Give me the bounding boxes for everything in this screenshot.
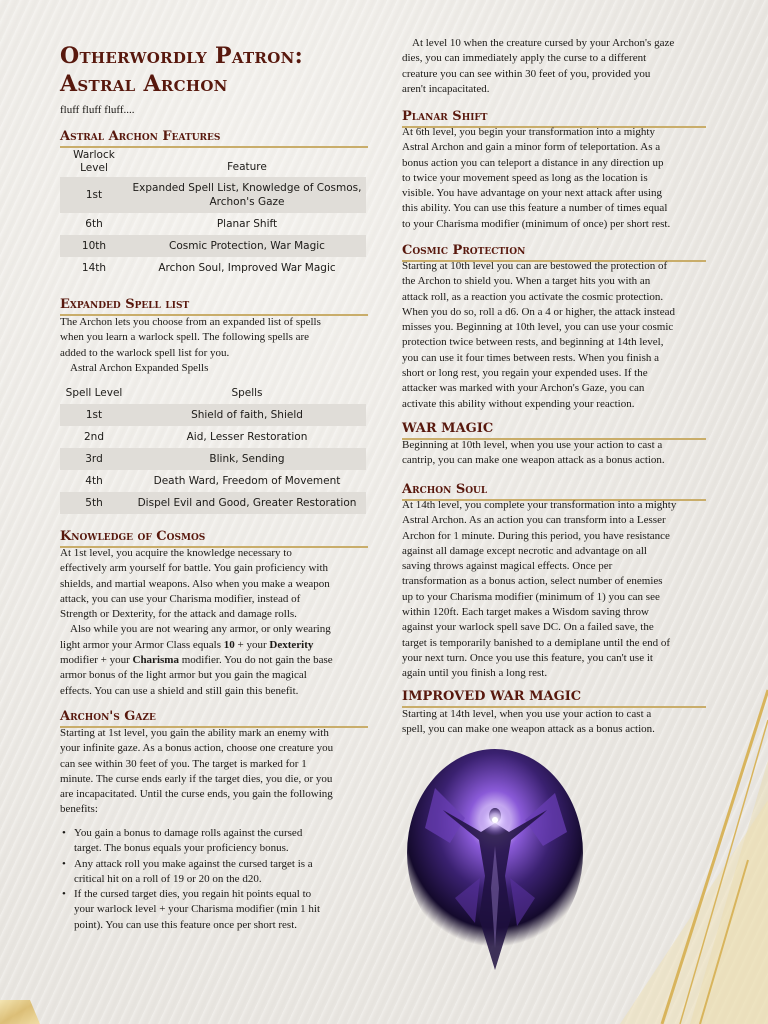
expanded-caption: Astral Archon Expanded Spells bbox=[70, 361, 209, 374]
spells-col-spells: Spells bbox=[231, 387, 263, 399]
table-row: 6th Planar Shift bbox=[85, 218, 278, 230]
spells-col-level: Spell Level bbox=[65, 387, 123, 399]
table-row: 14th Archon Soul, Improved War Magic bbox=[81, 262, 336, 274]
features-table bbox=[60, 147, 366, 279]
spells-table bbox=[60, 382, 366, 514]
table-row: 1st Shield of faith, Shield bbox=[60, 404, 366, 426]
table-row: 2nd Aid, Lesser Restoration bbox=[83, 431, 308, 443]
war-magic-text: Beginning at 10th level, when you use your action to cast a cantrip, you can make one weapon attack as a bonus action. bbox=[402, 439, 665, 467]
planar-heading: Planar Shift bbox=[402, 108, 706, 128]
gaze-heading: Archon's Gaze bbox=[60, 708, 368, 728]
title-line-1: Otherwordly Patron: bbox=[60, 43, 303, 69]
features-col-level: Warlock Level bbox=[73, 149, 115, 174]
table-row: 3rd Blink, Sending bbox=[60, 448, 366, 470]
gaze-continued-text: At level 10 when the creature cursed by your Archon's gaze dies, you can immediately apply the curse to a different creature you can see within 30 feet of you, provided you aren't incapacitated. bbox=[402, 37, 675, 95]
intro-text: fluff fluff fluff.... bbox=[60, 104, 135, 116]
astral-archon-illustration bbox=[395, 748, 595, 986]
cosmic-text: Starting at 10th level you can are bestowed the protection of the Archon to shield you. When a target hits you with an attack roll, as a reaction you activate the cosmic protection. When you do so, roll a d6. On a 4 or higher, the attack instead misses you. Beginning at 10th level, you can use your cosmic protection twice between rests, and beginning at 14th level, you can use it four times between rests. When you finish a short or long rest, you regain your expended uses. If the attacker was marked with your Archon's Gaze, you can activate this ability without expending your reaction. bbox=[402, 260, 675, 410]
knowledge-text: At 1st level, you acquire the knowledge necessary to effectively arm yourself for battle. You gain proficiency with shields, and martial weapons. Also when you make a weapon attack, you can use your Charisma modifier, instead of Strength or Dexterity, for the attack and damage rolls. Also while you are not wearing any armor, or only wearing light armor your Armor Class equals 10 + your Dexterity modifier + your Charisma modifier. You do not gain the base armor bonus of the light armor but you gain the magical effects. You can use a shield and still gain this benefit. bbox=[60, 547, 333, 697]
features-col-feature: Feature bbox=[227, 161, 267, 173]
features-heading: Astral Archon Features bbox=[60, 128, 368, 148]
expanded-heading: Expanded Spell list bbox=[60, 296, 368, 316]
cosmic-heading: Cosmic Protection bbox=[402, 242, 706, 262]
page-title bbox=[60, 42, 380, 98]
table-row: 5th Dispel Evil and Good, Greater Restoration bbox=[60, 492, 366, 514]
table-row: 10th Cosmic Protection, War Magic bbox=[60, 235, 366, 257]
soul-heading: Archon Soul bbox=[402, 481, 706, 501]
list-item: • If the cursed target dies, you regain hit points equal to your warlock level + your Charisma modifier (min 1 hit point). You can use this feature once per short rest. bbox=[74, 887, 368, 933]
improved-war-magic-text: Starting at 14th level, when you use your action to cast a spell, you can make one weapon attack as a bonus action. bbox=[402, 708, 655, 736]
title-line-2: Astral Archon bbox=[60, 71, 228, 97]
knowledge-heading: Knowledge of Cosmos bbox=[60, 528, 368, 548]
planar-text: At 6th level, you begin your transformation into a mighty Astral Archon and gain a minor form of teleportation. As a bonus action you can teleport a distance in any direction up to twice your movement speed as long as the location is visible. You have advantage on your next attack after using this ability. You can use this feature a number of times equal to your Charisma modifier (minimum of once) per short rest. bbox=[402, 126, 671, 230]
expanded-text: The Archon lets you choose from an expanded list of spells when you learn a warlock spell. The following spells are added to the warlock spell list for you. Astral Archon Expanded Spells bbox=[60, 315, 368, 376]
soul-text: At 14th level, you complete your transformation into a mighty Astral Archon. As an action you can transform into a Lesser Archon for 1 minute. During this period, you have resistance against all damage except necrotic and advantage on all saving throws against magical effects. Once per transformation as a bonus action, select number of enemies up to your Charisma modifier (minimum of 1) you can see within 120ft. Each target makes a Wisdom saving throw against your warlock spell save DC. On a failed save, the target is temporarily banished to a demiplane until the end of your next turn. Once you use this feature, you can't use it again until you finish a long rest. bbox=[402, 499, 677, 680]
table-row: 4th Death Ward, Freedom of Movement bbox=[85, 475, 341, 487]
list-item: • You gain a bonus to damage rolls against the cursed target. The bonus equals your proficiency bonus. bbox=[74, 826, 368, 857]
gaze-text: Starting at 1st level, you gain the ability mark an enemy with your infinite gaze. As a bonus action, choose one creature you can see within 30 feet of you. The target is marked for 1 minute. The curse ends early if the target dies, you die, or you are incapacitated. Until the curse ends, you gain the following benefits: bbox=[60, 727, 334, 816]
list-item: • Any attack roll you make against the cursed target is a critical hit on a roll of 19 or 20 on the d20. bbox=[74, 857, 368, 888]
war-magic-heading: WAR MAGIC bbox=[402, 420, 706, 440]
improved-war-magic-heading: IMPROVED WAR MAGIC bbox=[402, 688, 706, 708]
gaze-benefits-list bbox=[60, 826, 368, 933]
table-row: 1st Expanded Spell List, Knowledge of Cosmos, Archon's Gaze bbox=[60, 177, 366, 213]
